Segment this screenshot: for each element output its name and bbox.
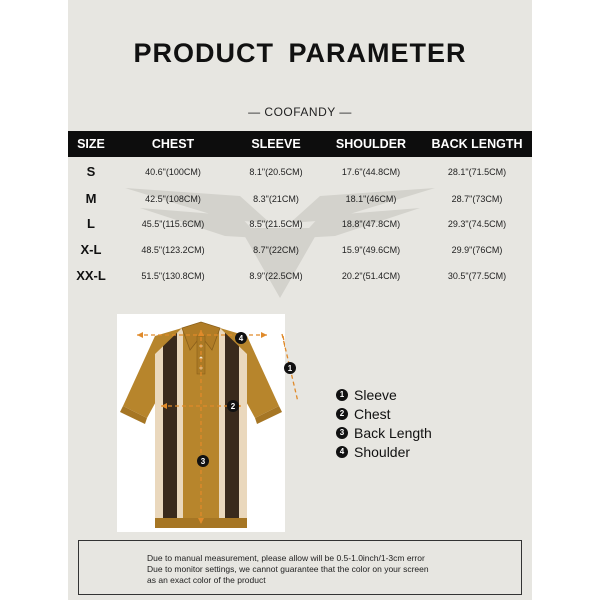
back-length-cell: 30.5"(77.5CM) [447, 271, 507, 281]
header-sleeve: SLEEVE [251, 137, 301, 151]
shoulder-cell: 15.9"(49.6CM) [341, 245, 401, 255]
legend-number: 4 [336, 446, 348, 458]
back-length-cell: 29.9"(76CM) [451, 245, 503, 255]
legend-item-chest [336, 404, 432, 423]
header-shoulder: SHOULDER [335, 137, 407, 151]
back-length-cell: 29.3"(74.5CM) [447, 219, 507, 229]
shirt-diagram [117, 314, 285, 532]
legend-label: Back Length [354, 424, 432, 441]
back-length-cell: 28.7"(73CM) [451, 194, 503, 204]
legend-number: 1 [336, 389, 348, 401]
size-cell: XX-L [76, 268, 106, 283]
size-cell: X-L [80, 242, 102, 257]
table-row [68, 159, 532, 185]
sleeve-cell: 8.5"(21.5CM) [249, 219, 303, 229]
shoulder-cell: 18.8"(47.8CM) [341, 219, 401, 229]
header-back-length: BACK LENGTH [431, 137, 523, 151]
size-cell: M [85, 191, 97, 206]
marker-4-label: 4 [238, 334, 244, 343]
marker-1-label: 1 [287, 364, 293, 373]
size-cell: S [86, 164, 96, 179]
polo-shirt-icon [117, 314, 285, 532]
legend-item-sleeve [336, 385, 432, 404]
measurement-legend [336, 385, 432, 461]
disclaimer-line: as an exact color of the product [147, 575, 266, 585]
legend-item-back-length [336, 423, 432, 442]
size-cell: L [87, 216, 95, 231]
back-length-cell: 28.1"(71.5CM) [447, 167, 507, 177]
sleeve-cell: 8.1"(20.5CM) [249, 167, 303, 177]
table-row [68, 237, 532, 263]
sleeve-cell: 8.7"(22CM) [253, 245, 299, 255]
chest-cell: 40.6"(100CM) [145, 167, 201, 177]
chest-cell: 45.5"(115.6CM) [141, 219, 205, 229]
chest-cell: 48.5"(123.2CM) [141, 245, 205, 255]
table-row [68, 263, 532, 289]
table-row [68, 211, 532, 237]
size-table-header [68, 131, 532, 157]
sleeve-cell: 8.9"(22.5CM) [249, 271, 303, 281]
shoulder-cell: 18.1"(46CM) [345, 194, 397, 204]
page-title: PRODUCT PARAMETER [133, 38, 467, 68]
chest-cell: 42.5"(108CM) [145, 194, 201, 204]
legend-label: Shoulder [354, 443, 411, 460]
legend-item-shoulder [336, 442, 432, 461]
sleeve-measure [280, 330, 310, 410]
brand-name: — COOFANDY — [248, 105, 352, 119]
sleeve-cell: 8.3"(21CM) [253, 194, 299, 204]
disclaimer-line: Due to monitor settings, we cannot guarantee that the color on your screen [147, 564, 429, 574]
chest-cell: 51.5"(130.8CM) [141, 271, 205, 281]
marker-3-label: 3 [200, 457, 206, 466]
table-row [68, 186, 532, 212]
measurement-disclaimer [78, 540, 522, 595]
header-size: SIZE [77, 137, 105, 151]
marker-2-label: 2 [230, 402, 236, 411]
header-chest: CHEST [151, 137, 195, 151]
shoulder-cell: 20.2"(51.4CM) [341, 271, 401, 281]
legend-number: 3 [336, 427, 348, 439]
disclaimer-line: Due to manual measurement, please allow will be 0.5-1.0inch/1-3cm error [147, 553, 425, 563]
legend-number: 2 [336, 408, 348, 420]
shoulder-cell: 17.6"(44.8CM) [341, 167, 401, 177]
legend-label: Chest [354, 405, 391, 422]
legend-label: Sleeve [354, 386, 397, 403]
